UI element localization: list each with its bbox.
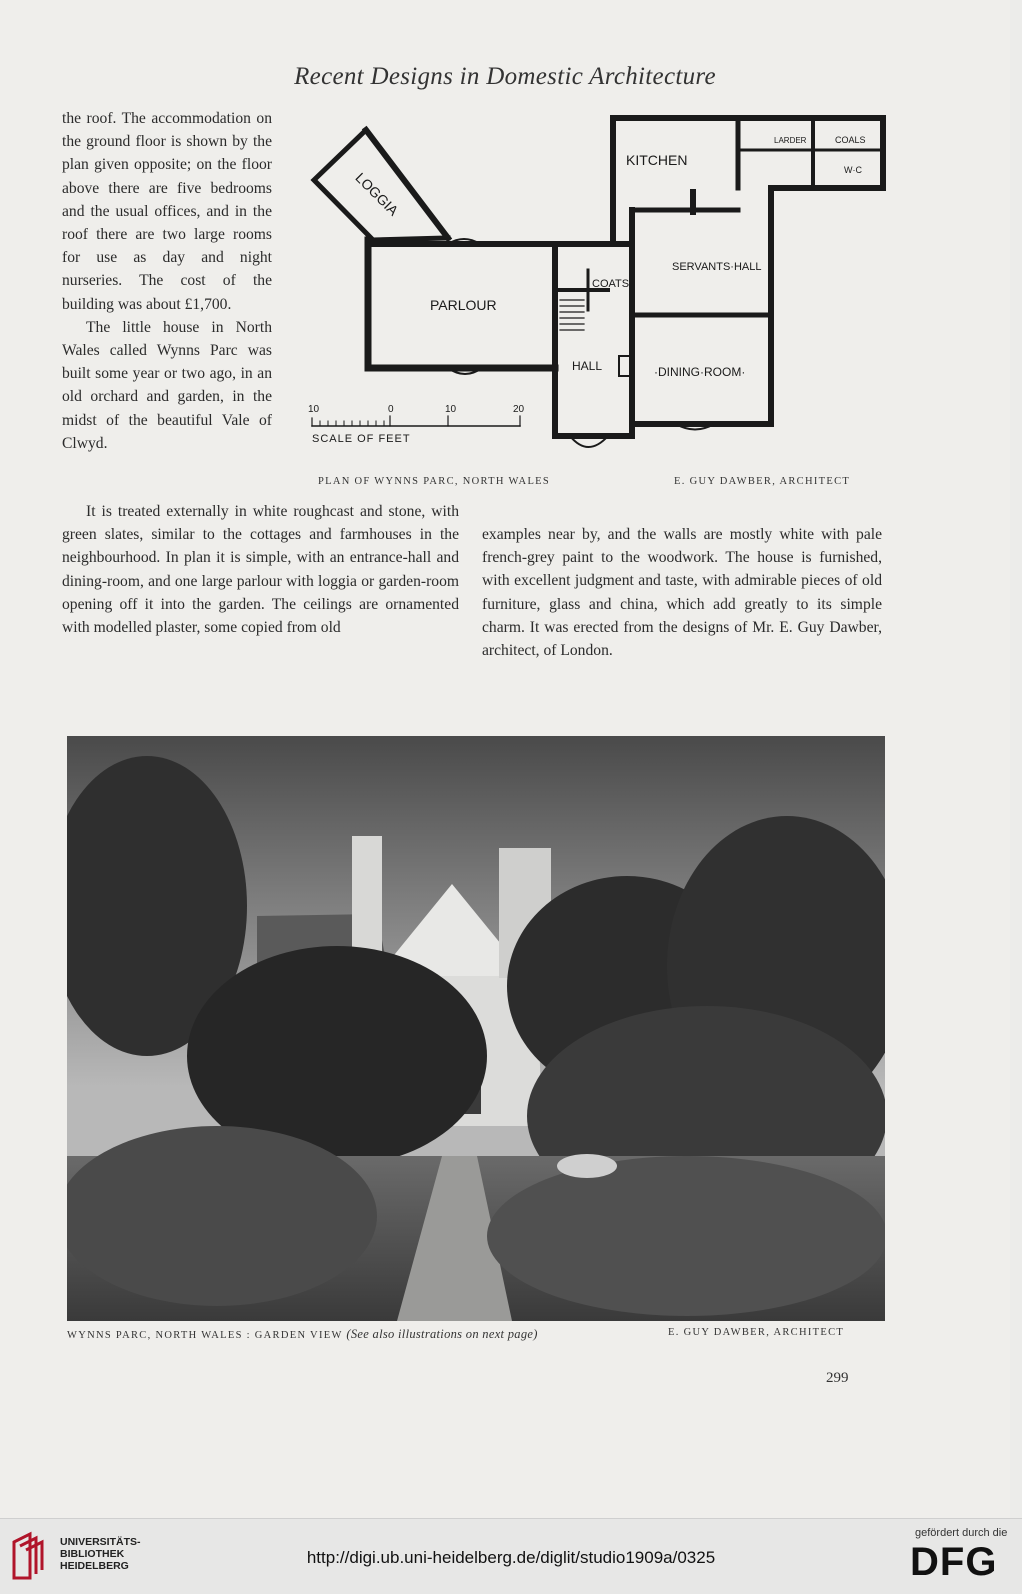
running-title: Recent Designs in Domestic Architecture [294,63,716,90]
paragraph-interior: examples near by, and the walls are mostly white with pale french-grey paint to the woodwork. The house is furnished, with excellent judgment and taste, with admirable pieces of old furniture, glass and china, which add greatly to its simple charm. It was erected from the designs of Mr. E. Guy Dawber, architect, of London. [482,526,882,660]
funding-note: gefördert durch die [915,1527,1008,1539]
garden-photograph [67,736,885,1321]
paragraph-exterior: It is treated externally in white roughcast and stone, with green slates, similar to the cottages and farmhouses in the neighbourhood. In plan it is simple, with an entrance-hall and dining-room, and one large parlour with loggia or garden-room opening off it into the garden. The ceilings are ornamented with modelled plaster, some copied from old [62,503,459,637]
room-label-parlour: PARLOUR [430,297,497,313]
scale-tick-label: 10 [308,404,320,415]
photo-caption-title: WYNNS PARC, NORTH WALES : GARDEN VIEW [67,1330,343,1341]
dfg-logo: DFG [910,1540,998,1584]
text-column-left [62,500,459,639]
room-label-coats: COATS [592,278,630,290]
room-label-loggia: LOGGIA [352,169,402,219]
paragraph-accommodation: the roof. The accommodation on the ground floor is shown by the plan given opposite; on the floor above there are five bedrooms and the usual offices, and in the roof there are two large rooms for use as day and night nurseries. The cost of the building was about £1,700. [62,110,272,313]
room-label-larder: LARDER [774,136,807,145]
page-number: 299 [826,1370,849,1386]
room-label-kitchen: KITCHEN [626,152,688,168]
library-name: UNIVERSITÄTS- BIBLIOTHEK HEIDELBERG [60,1536,141,1572]
text-column-right [482,523,882,662]
scale-tick-label: 10 [445,404,457,415]
text-column-narrow [62,107,272,455]
photo-caption [67,1327,538,1342]
scale-label: SCALE OF FEET [312,433,411,445]
plan-caption: PLAN OF WYNNS PARC, NORTH WALES [318,476,551,487]
scale-tick-label: 0 [388,404,394,415]
scale-tick-label: 20 [513,404,525,415]
source-url-link[interactable]: http://digi.ub.uni-heidelberg.de/diglit/studio1909a/0325 [306,1548,716,1567]
photo-caption-note: (See also illustrations on next page) [346,1327,538,1341]
room-label-hall: HALL [572,359,603,373]
room-label-wc: W·C [844,165,862,175]
room-label-dining-room: ·DINING·ROOM· [654,365,746,379]
room-label-servants-hall: SERVANTS·HALL [672,261,762,273]
plan-architect-credit: E. GUY DAWBER, ARCHITECT [674,476,851,487]
room-label-coals: COALS [835,135,866,145]
paragraph-wynns-parc: The little house in North Wales called Wynns Parc was built some year or two ago, in an old orchard and garden, in the midst of the beautiful Vale of Clwyd. [62,318,272,452]
photo-architect-credit: E. GUY DAWBER, ARCHITECT [668,1327,845,1338]
floor-plan [298,110,912,466]
